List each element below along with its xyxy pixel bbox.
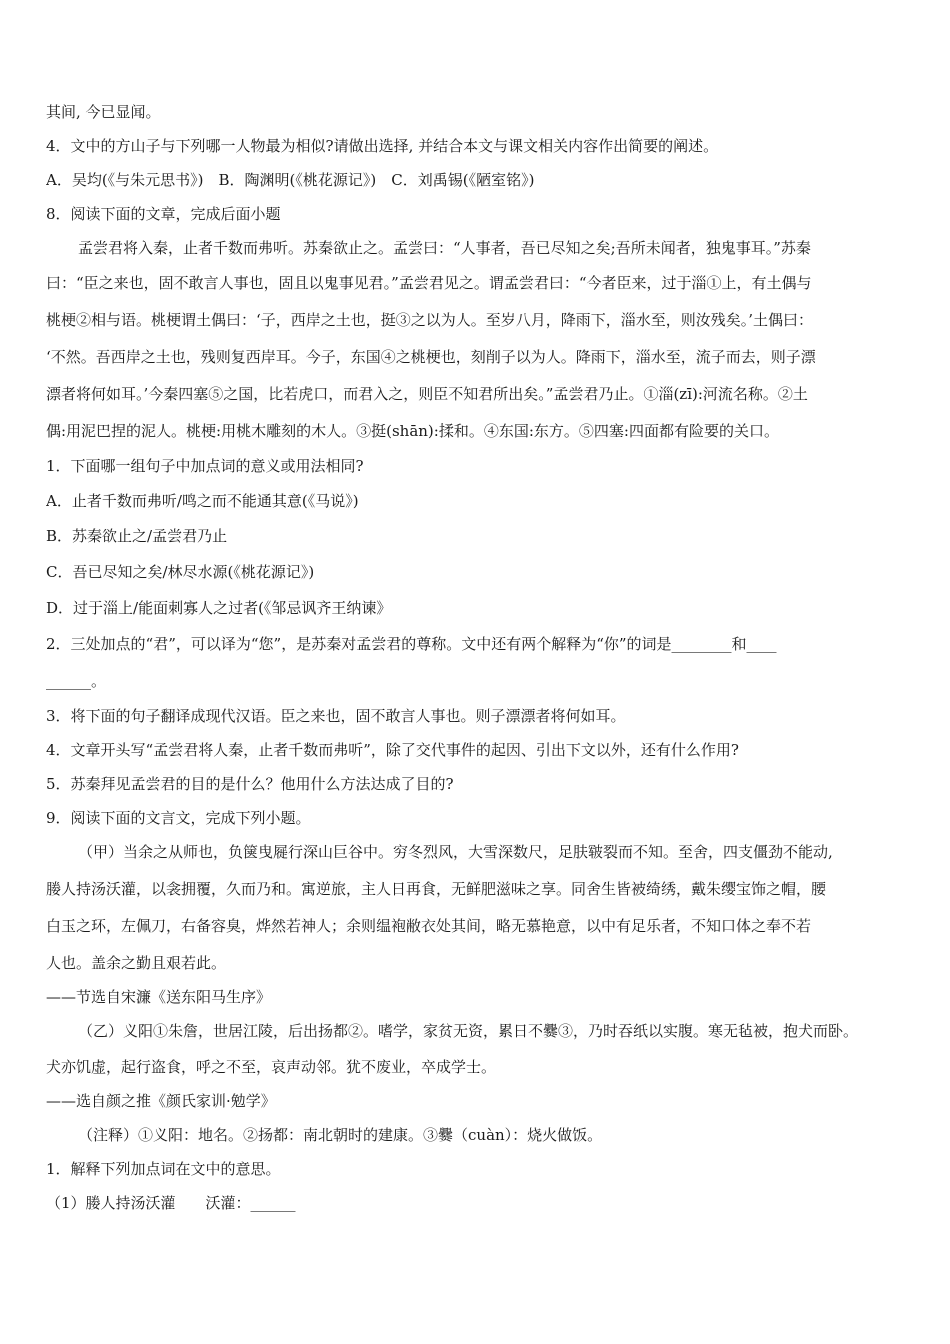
annotation: （注释）①义阳：地名。②扬都：南北朝时的建康。③爨（cuàn）：烧火做饭。	[78, 1126, 603, 1144]
section-9-heading: 9．阅读下面的文言文，完成下列小题。	[46, 809, 311, 827]
option-d: D．过于淄上/能面刺寡人之过者(《邹忌讽齐王纳谏》	[46, 599, 392, 617]
passage-line: 曰：“臣之来也，固不敢言人事也，固且以鬼事见君。”孟尝君见之。谓孟尝君曰：“今者臣来，过于淄①上，有土偶与	[46, 274, 812, 292]
question-2-cont: ______。	[46, 672, 107, 690]
question-4: 4．文章开头写“孟尝君将人秦，止者千数而弗听”，除了交代事件的起因、引出下文以外，还有什么作用?	[46, 741, 739, 759]
passage-yi-line: （乙）义阳①朱詹，世居江陵，后出扬都②。嗜学，家贫无资，累日不爨③，乃时吞纸以实腹。寒无毡被，抱犬而卧。	[78, 1022, 859, 1040]
question-4: 4．文中的方山子与下列哪一人物最为相似?请做出选择, 并结合本文与课文相关内容作出简要的阐述。	[46, 137, 719, 155]
passage-line: ‘不然。吾西岸之土也，残则复西岸耳。今子，东国④之桃梗也，刻削子以为人。降雨下，淄水至，流子而去，则子漂	[46, 348, 816, 366]
passage-line: 偶:用泥巴捏的泥人。桃梗:用桃木雕刻的木人。③挺(shān):揉和。④东国:东方。⑤四塞:四面都有险要的关口。	[46, 422, 779, 440]
passage-line: 桃梗②相与语。桃梗谓土偶曰：‘子，西岸之土也，挺③之以为人。至岁八月，降雨下，淄水至，则汝残矣。’土偶曰：	[46, 311, 814, 329]
question-4-options: A．吴均(《与朱元思书》) B．陶渊明(《桃花源记》) C．刘禹锡(《陋室铭》)	[46, 171, 535, 189]
passage-yi-line: 犬亦饥虚，起行盗食，呼之不至，哀声动邻。犹不废业，卒成学士。	[46, 1058, 497, 1076]
passage-line: 孟尝君将入秦，止者千数而弗听。苏秦欲止之。孟尝曰：“人事者，吾已尽知之矣;吾所未闻者，独鬼事耳。”苏秦	[78, 239, 811, 257]
question-3: 3．将下面的句子翻译成现代汉语。臣之来也，固不敢言人事也。则子漂漂者将何如耳。	[46, 707, 626, 725]
source-yi: ——选自颜之推《颜氏家训·勉学》	[46, 1092, 276, 1110]
question-1: 1．下面哪一组句子中加点词的意义或用法相同?	[46, 457, 364, 475]
section-8-heading: 8．阅读下面的文章，完成后面小题	[46, 205, 281, 223]
passage-line: 漂者将何如耳。’今秦四塞⑤之国，比若虎口，而君入之，则臣不知君所出矣。”孟尝君乃止。①淄(zī):河流名称。②土	[46, 385, 808, 403]
option-b: B．苏秦欲止之/孟尝君乃止	[46, 527, 228, 545]
source-jia: ——节选自宋濂《送东阳马生序》	[46, 988, 272, 1006]
passage-jia-line: 媵人持汤沃灌，以衾拥覆，久而乃和。寓逆旅，主人日再食，无鲜肥滋味之享。同舍生皆被绮绣，戴朱缨宝饰之帽，腰	[46, 880, 827, 898]
sub-question-1: 1．解释下列加点词在文中的意思。	[46, 1160, 281, 1178]
question-2: 2．三处加点的“君”，可以译为“您”，是苏秦对孟尝君的尊称。文中还有两个解释为“你”的词是________和____	[46, 635, 777, 653]
text-line: 其间, 今已显闻。	[46, 103, 161, 121]
sub-question-1-item: （1）媵人持汤沃灌 沃灌：______	[46, 1194, 296, 1212]
passage-jia-line: （甲）当余之从师也，负箧曳屣行深山巨谷中。穷冬烈风，大雪深数尺，足肤皲裂而不知。至舍，四支僵劲不能动,	[78, 843, 833, 861]
question-5: 5．苏秦拜见孟尝君的目的是什么？他用什么方法达成了目的?	[46, 775, 454, 793]
option-c: C．吾已尽知之矣/林尽水源(《桃花源记》)	[46, 563, 315, 581]
passage-jia-line: 白玉之环，左佩刀，右备容臭，烨然若神人；余则缊袍敝衣处其间，略无慕艳意，以中有足乐者，不知口体之奉不若	[46, 917, 812, 935]
option-a: A．止者千数而弗听/鸣之而不能通其意(《马说》)	[46, 492, 359, 510]
passage-jia-line: 人也。盖余之勤且艰若此。	[46, 954, 227, 972]
